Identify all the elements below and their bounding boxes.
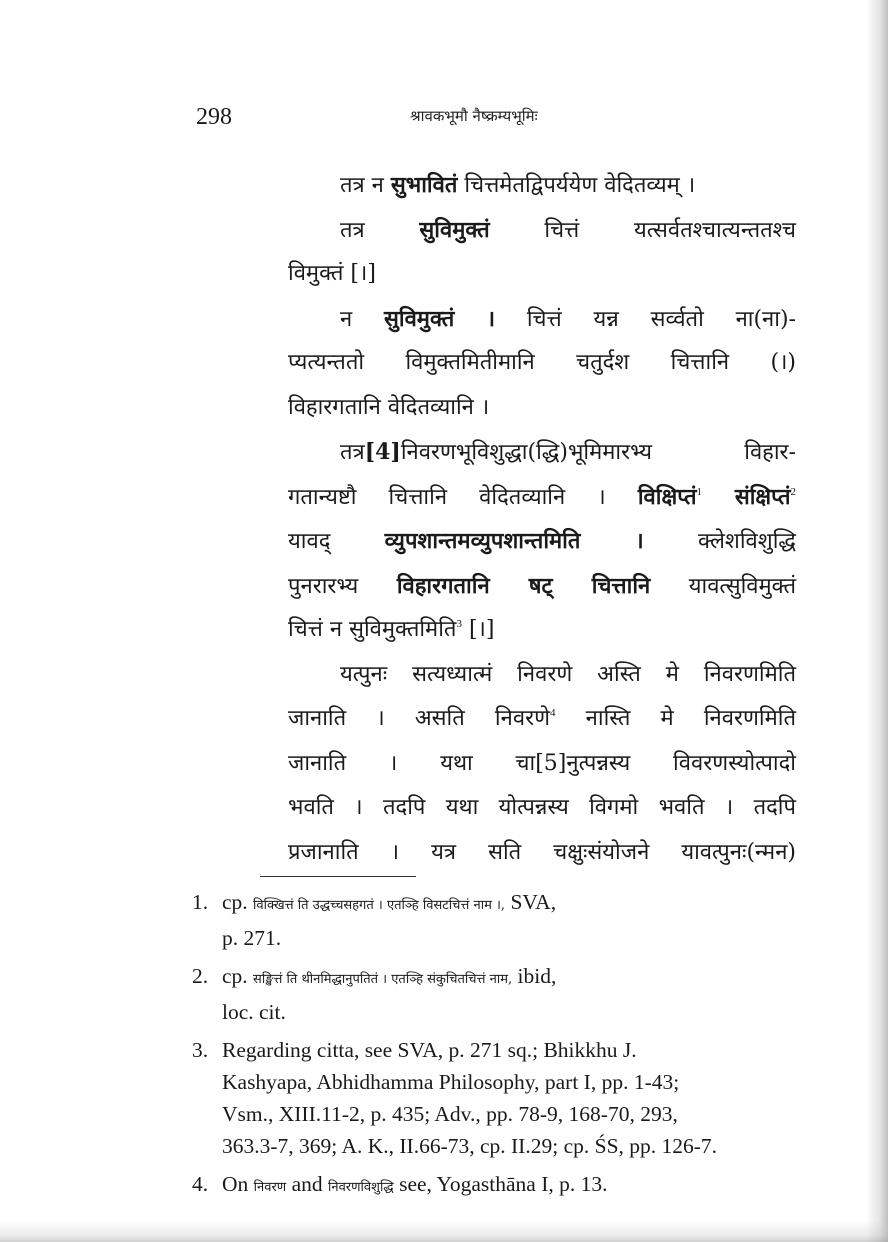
text-line-5: प्यत्यन्ततो विमुक्तमितीमानि चतुर्दश चित्तानि (।) bbox=[288, 350, 796, 375]
footnote-ref: 4 bbox=[549, 707, 556, 719]
text-line-14: जानाति । यथा चा[5]नुत्पन्नस्य विवरणस्योत्पादो bbox=[288, 750, 796, 776]
text-line-16: प्रजानाति । यत्र सति चक्षुःसंयोजने यावत्पुनः(न्मन) bbox=[288, 839, 796, 865]
bold-term: विहारगतानि षट् चित्तानि bbox=[396, 572, 651, 599]
footnote-number: 3. bbox=[192, 1038, 209, 1062]
text-span: ibid, bbox=[512, 964, 557, 988]
text-span: On bbox=[222, 1172, 254, 1196]
bold-term: व्युपशान्तमव्युपशान्तमिति । bbox=[384, 528, 644, 554]
footnote-line: 363.3-7, 369; A. K., II.66-73, cp. II.29; cp. ŚS, pp. 126-7. bbox=[222, 1134, 718, 1158]
bold-term: सुविमुक्तं । bbox=[384, 305, 496, 332]
footnote-4 bbox=[192, 1168, 792, 1204]
page-edge-shadow bbox=[866, 0, 888, 1242]
text-line-15: भवति । तदपि यथा योत्पन्नस्य विगमो भवति । तदपि bbox=[288, 795, 796, 820]
footnote-3 bbox=[192, 1034, 792, 1162]
text-line-9 bbox=[288, 519, 796, 564]
text-span: SVA, bbox=[505, 890, 557, 914]
bold-term: सुभावितं bbox=[390, 172, 458, 198]
footnote-number: 1. bbox=[192, 890, 209, 914]
text-line-13 bbox=[288, 697, 796, 742]
bold-term: विक्षिप्तं bbox=[637, 483, 697, 510]
text-span: चित्तमेतद्विपर्ययेण वेदितव्यम् । bbox=[457, 173, 696, 198]
text-line-7 bbox=[288, 430, 796, 475]
text-span: तत्र न bbox=[340, 173, 391, 198]
main-text bbox=[288, 163, 796, 875]
text-span: तत्र bbox=[340, 440, 365, 465]
footnote-text bbox=[222, 1168, 792, 1204]
pali-quote: विक्खित्तं ति उद्धच्चसहगतं । एतञ्हि विसटचित्तं नाम ।, bbox=[253, 898, 506, 913]
footnote-ref: 2 bbox=[790, 485, 796, 498]
folio-marker: [4] bbox=[364, 439, 401, 465]
text-line-1 bbox=[288, 163, 796, 208]
footnotes bbox=[192, 886, 792, 1210]
text-span: गतान्यष्टौ चित्तानि वेदितव्यानि । bbox=[288, 484, 638, 510]
footnote-text bbox=[222, 960, 792, 996]
footnote-rule bbox=[260, 876, 416, 877]
sanskrit-term: निवरणविशुद्धि bbox=[327, 1180, 394, 1195]
text-line-12: यत्पुनः सत्यध्यात्मं निवरणे अस्ति मे निवरणमिति bbox=[340, 661, 796, 687]
footnote-line: Regarding citta, see SVA, p. 271 sq.; Bhikkhu J. bbox=[222, 1038, 637, 1062]
footnote-2 bbox=[192, 960, 792, 1028]
bold-term: सुविमुक्तं bbox=[419, 216, 490, 243]
text-line-2 bbox=[288, 208, 796, 253]
footnote-text-cont: loc. cit. bbox=[222, 1000, 286, 1024]
footnote-number: 4. bbox=[192, 1172, 209, 1196]
text-span: चित्तं यन्न सर्व्वतो ना(ना)- bbox=[495, 306, 796, 332]
text-span: cp. bbox=[222, 890, 254, 914]
footnote-ref: 1 bbox=[696, 485, 703, 498]
footnote-line: Kashyapa, Abhidhamma Philosophy, part I, pp. 1-43; bbox=[222, 1070, 680, 1094]
text-span: पुनरारभ्य bbox=[288, 573, 397, 599]
pali-quote: सङ्खित्तं ति थीनमिद्धानुपतितं । एतञ्हि संकुचितचित्तं नाम, bbox=[253, 972, 513, 987]
footnote-text-cont: p. 271. bbox=[222, 926, 282, 950]
text-line-4 bbox=[288, 297, 796, 342]
text-span: चित्तं यत्सर्वतश्चात्यन्ततश्च bbox=[489, 217, 796, 243]
text-line-11 bbox=[288, 608, 796, 653]
text-span: and bbox=[286, 1172, 328, 1196]
text-line-6: विहारगतानि वेदितव्यानि । bbox=[288, 394, 490, 420]
text-line-10 bbox=[288, 564, 796, 609]
text-span: नास्ति मे निवरणमिति bbox=[555, 706, 796, 731]
text-span: cp. bbox=[222, 964, 254, 988]
text-span: see, Yogasthāna I, p. 13. bbox=[393, 1172, 608, 1196]
footnote-line: Vsm., XIII.11-2, p. 435; Adv., pp. 78-9, 168-70, 293, bbox=[222, 1102, 678, 1126]
text-span: क्लेशविशुद्धि bbox=[643, 529, 796, 554]
bold-term: संक्षिप्तं bbox=[702, 483, 791, 510]
text-line-3: विमुक्तं [।] bbox=[288, 261, 376, 286]
footnote-text bbox=[222, 886, 792, 922]
text-span: जानाति । असति निवरणे bbox=[288, 706, 550, 731]
footnote-1 bbox=[192, 886, 792, 954]
text-line-8 bbox=[288, 475, 796, 520]
text-span: तत्र bbox=[340, 217, 420, 243]
footnote-ref: 3 bbox=[456, 618, 462, 630]
text-span: न bbox=[340, 306, 384, 332]
text-span: यावत्सुविमुक्तं bbox=[650, 573, 797, 599]
running-head: श्रावकभूमौ नैष्क्रम्यभूमिः bbox=[410, 107, 538, 125]
text-span: [।] bbox=[461, 617, 495, 642]
text-span: निवरणभूविशुद्धा(द्धि)भूमिमारभ्य विहार- bbox=[400, 440, 796, 465]
text-span: यावद् bbox=[288, 529, 385, 554]
page-bottom-shadow bbox=[0, 1220, 888, 1242]
footnote-number: 2. bbox=[192, 964, 209, 988]
sanskrit-term: निवरण bbox=[253, 1180, 287, 1195]
page-number: 298 bbox=[196, 104, 232, 130]
text-span: चित्तं न सुविमुक्तमिति bbox=[288, 617, 457, 642]
